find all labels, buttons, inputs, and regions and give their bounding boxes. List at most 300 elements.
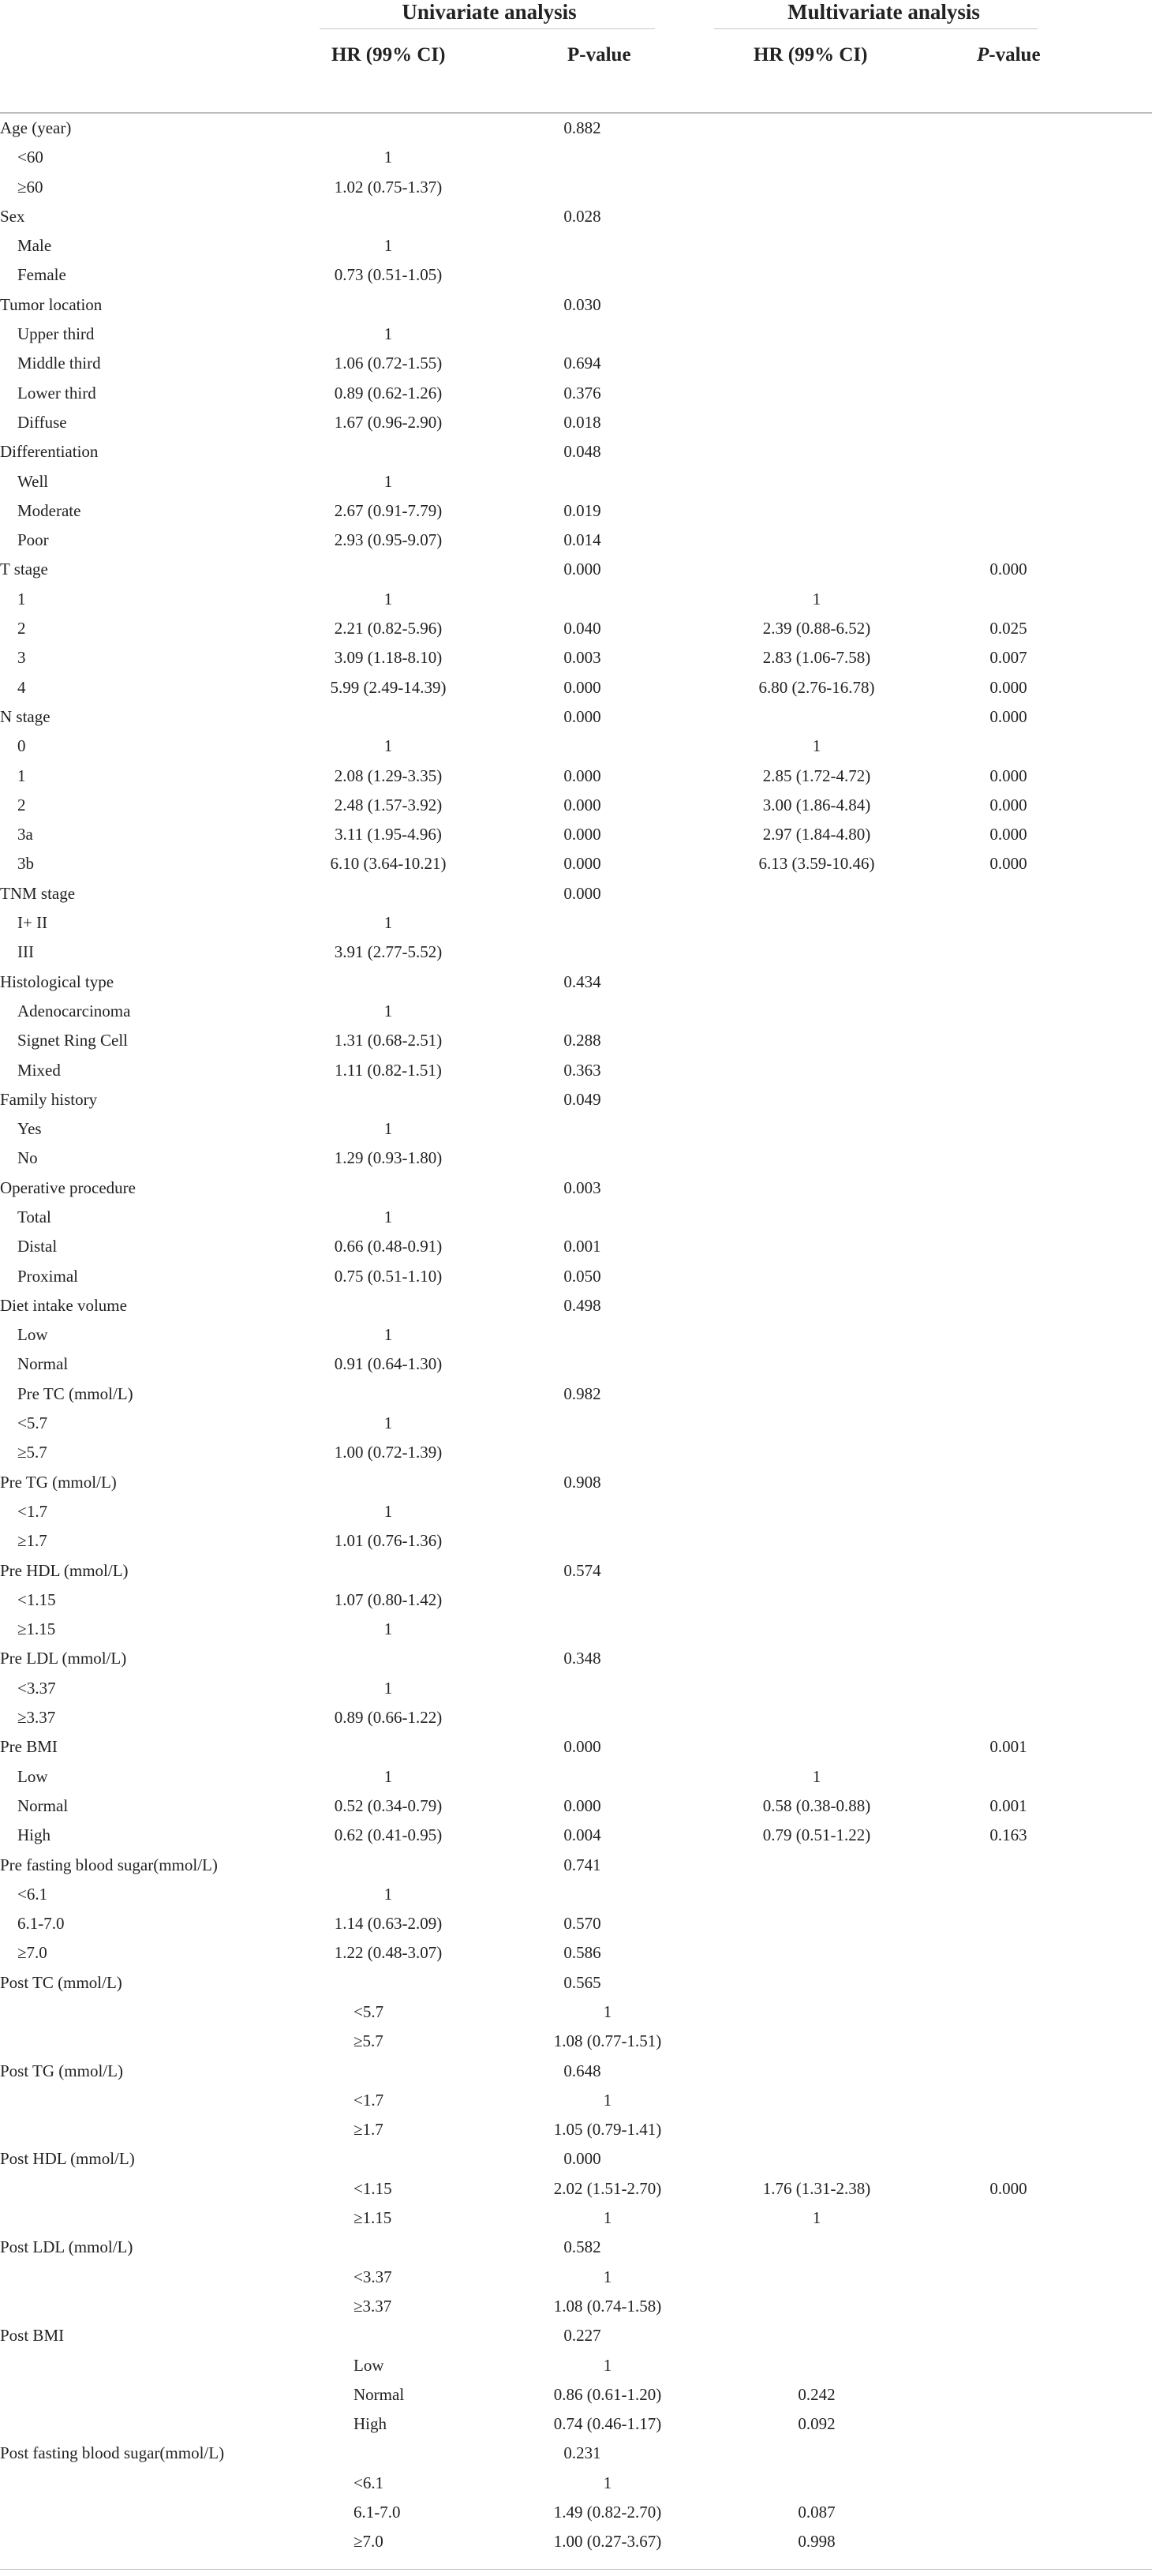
row-label: ≥3.37 (353, 2296, 392, 2316)
p-univariate-cell: 0.049 (563, 1089, 601, 1109)
table-row (0, 2498, 1152, 2527)
table-row (0, 1174, 1152, 1203)
row-label: Female (17, 265, 66, 285)
p-multivariate-header (977, 44, 1041, 66)
row-label: Post fasting blood sugar(mmol/L) (0, 2443, 225, 2463)
row-label: ≥3.37 (17, 1708, 56, 1728)
table-row (0, 1762, 1152, 1792)
row-label: High (17, 1825, 50, 1845)
hr-univariate-cell: 1 (603, 2002, 612, 2021)
row-label: 2 (17, 795, 26, 814)
hr-univariate-cell: 0.73 (0.51-1.05) (334, 265, 443, 285)
row-label: 4 (17, 677, 26, 697)
row-label: ≥5.7 (353, 2031, 383, 2051)
row-label: <3.37 (17, 1678, 56, 1698)
table-row (0, 1085, 1152, 1114)
table-row (0, 2469, 1152, 2498)
hr-univariate-cell: 3.09 (1.18-8.10) (334, 648, 443, 668)
hr-univariate-cell: 0.89 (0.62-1.26) (334, 383, 443, 402)
p-multivariate-cell: 0.007 (989, 648, 1027, 668)
table-row (0, 379, 1152, 408)
multivariate-rule (714, 28, 1038, 29)
table-row (0, 1203, 1152, 1232)
table-bottom-rule (0, 2569, 1152, 2570)
table-row (0, 762, 1152, 791)
row-label: III (17, 942, 34, 962)
hr-multivariate-cell: 1.76 (1.31-2.38) (762, 2178, 871, 2198)
p-univariate-cell: 0.694 (563, 354, 601, 373)
hr-multivariate-cell: 2.85 (1.72-4.72) (762, 766, 871, 785)
row-label: ≥1.7 (17, 1531, 47, 1551)
table-row (0, 2292, 1152, 2321)
table-row (0, 1291, 1152, 1320)
row-label: Pre LDL (mmol/L) (0, 1649, 127, 1668)
table-row (0, 1232, 1152, 1261)
table-row (0, 849, 1152, 878)
table-row (0, 2233, 1152, 2262)
univariate-rule (320, 28, 655, 29)
table-row (0, 496, 1152, 526)
table-row (0, 1674, 1152, 1703)
table-row (0, 820, 1152, 849)
p-univariate-cell: 0.565 (563, 1972, 601, 1992)
table-row (0, 1468, 1152, 1497)
hr-univariate-cell: 3.91 (2.77-5.52) (334, 942, 443, 962)
hr-multivariate-cell: 1 (812, 589, 821, 608)
table-row (0, 2203, 1152, 2233)
hr-univariate-cell: 1.11 (0.82-1.51) (335, 1060, 442, 1080)
table-row (0, 1732, 1152, 1762)
hr-univariate-cell: 0.86 (0.61-1.20) (553, 2384, 662, 2404)
table-row (0, 1792, 1152, 1821)
p-univariate-cell: 0.014 (563, 530, 601, 550)
row-label: Post TG (mmol/L) (0, 2061, 123, 2080)
row-label: Upper third (17, 324, 95, 344)
table-row (0, 2027, 1152, 2056)
table-row (0, 1909, 1152, 1938)
row-label: Family history (0, 1089, 98, 1109)
table-row (0, 791, 1152, 820)
hr-univariate-cell: 5.99 (2.49-14.39) (330, 677, 447, 697)
hr-univariate-header: HR (99% CI) (331, 44, 446, 66)
table-row (0, 1938, 1152, 1968)
table-row (0, 1026, 1152, 1055)
p-univariate-cell: 0.582 (563, 2237, 601, 2257)
hr-multivariate-cell: 2.39 (0.88-6.52) (762, 619, 871, 638)
row-label: Pre TG (mmol/L) (0, 1472, 117, 1492)
p-univariate-cell: 0.000 (563, 677, 601, 697)
row-label: Well (17, 471, 49, 491)
row-label: Histological type (0, 972, 114, 991)
table-row (0, 1114, 1152, 1144)
row-label: Yes (17, 1119, 42, 1139)
row-label: <1.7 (353, 2090, 384, 2110)
table-row (0, 114, 1152, 143)
row-label: Male (17, 236, 52, 256)
table-row (0, 1380, 1152, 1409)
hr-univariate-cell: 1 (383, 1619, 393, 1639)
p-univariate-cell: 0.000 (563, 1737, 601, 1757)
p-univariate-cell: 0.288 (563, 1031, 601, 1050)
p-univariate-cell: 0.570 (563, 1914, 601, 1934)
row-label: Diffuse (17, 412, 67, 432)
table-row (0, 555, 1152, 584)
hr-univariate-cell: 1.00 (0.27-3.67) (553, 2532, 662, 2552)
p-univariate-cell: 0.000 (563, 766, 601, 785)
hr-univariate-cell: 2.08 (1.29-3.35) (334, 766, 443, 785)
p-univariate-cell: 0.586 (563, 1943, 601, 1963)
table-row (0, 1056, 1152, 1085)
table-row (0, 1851, 1152, 1880)
row-label: Differentiation (0, 442, 99, 462)
table-row (0, 231, 1152, 260)
row-label: N stage (0, 706, 50, 726)
hr-multivariate-cell: 2.97 (1.84-4.80) (762, 825, 871, 844)
table-row (0, 673, 1152, 702)
hr-univariate-cell: 1 (383, 736, 393, 756)
table-row (0, 1556, 1152, 1586)
univariate-header: Univariate analysis (402, 0, 577, 24)
hr-multivariate-cell: 0.087 (798, 2503, 836, 2522)
table-row (0, 643, 1152, 672)
hr-univariate-cell: 1.14 (0.63-2.09) (334, 1914, 443, 1934)
table-row (0, 143, 1152, 172)
row-label: Sex (0, 206, 25, 226)
table-row (0, 968, 1152, 997)
p-multivariate-cell: 0.163 (989, 1825, 1027, 1845)
p-univariate-cell: 0.231 (563, 2443, 601, 2463)
hr-univariate-cell: 1.49 (0.82-2.70) (553, 2503, 662, 2522)
row-label: Lower third (17, 383, 96, 402)
hr-multivariate-cell: 3.00 (1.86-4.84) (762, 795, 871, 814)
row-label: <60 (17, 148, 43, 167)
p-univariate-cell: 0.574 (563, 1560, 601, 1580)
hr-univariate-cell: 1 (383, 148, 393, 167)
hr-univariate-cell: 0.91 (0.64-1.30) (334, 1354, 443, 1374)
table-row (0, 320, 1152, 349)
p-italic: P (977, 44, 989, 66)
p-multivariate-cell: 0.000 (989, 560, 1027, 579)
p-multivariate-cell: 0.000 (989, 706, 1027, 726)
p-univariate-cell: 0.030 (563, 294, 601, 314)
row-label: ≥1.15 (353, 2208, 392, 2228)
table-row (0, 1409, 1152, 1438)
row-label: Signet Ring Cell (17, 1031, 129, 1050)
table-row (0, 1438, 1152, 1467)
hr-univariate-cell: 1 (383, 1001, 393, 1020)
row-label: Proximal (17, 1266, 78, 1286)
hr-univariate-cell: 1 (383, 1884, 393, 1904)
table-row (0, 290, 1152, 320)
row-label: Normal (17, 1795, 69, 1815)
table-row (0, 1644, 1152, 1673)
hr-univariate-cell: 1.08 (0.77-1.51) (553, 2031, 662, 2051)
hr-univariate-cell: 1.29 (0.93-1.80) (334, 1148, 443, 1168)
row-label: 3 (17, 648, 26, 668)
table-row (0, 2380, 1152, 2409)
p-univariate-cell: 0.019 (563, 500, 601, 520)
hr-univariate-cell: 2.67 (0.91-7.79) (334, 500, 443, 520)
row-label: Total (17, 1207, 51, 1226)
hr-univariate-cell: 1 (383, 1325, 393, 1345)
table-row (0, 1497, 1152, 1526)
row-label: TNM stage (0, 883, 76, 903)
row-label: Post TC (mmol/L) (0, 1972, 122, 1992)
hr-univariate-cell: 1 (383, 1766, 393, 1786)
row-label: 6.1-7.0 (353, 2503, 401, 2522)
p-univariate-cell: 0.028 (563, 206, 601, 226)
p-multivariate-cell: 0.000 (989, 677, 1027, 697)
table-row (0, 908, 1152, 938)
p-univariate-cell: 0.050 (563, 1266, 601, 1286)
table-row (0, 1703, 1152, 1732)
p-univariate-cell: 0.741 (563, 1855, 601, 1874)
p-univariate-cell: 0.648 (563, 2061, 601, 2080)
table-row (0, 997, 1152, 1026)
row-label: Pre HDL (mmol/L) (0, 1560, 129, 1580)
hr-univariate-cell: 0.75 (0.51-1.10) (334, 1266, 443, 1286)
table-row (0, 585, 1152, 614)
p-multivariate-cell: 0.001 (989, 1795, 1027, 1815)
row-label: Tumor location (0, 294, 103, 314)
table-row (0, 1350, 1152, 1379)
row-label: ≥1.15 (17, 1619, 56, 1639)
hr-multivariate-cell: 2.83 (1.06-7.58) (762, 648, 871, 668)
p-univariate-cell: 0.348 (563, 1649, 601, 1668)
table-row (0, 2086, 1152, 2115)
table-row (0, 2115, 1152, 2144)
row-label: Poor (17, 530, 49, 550)
p-univariate-cell: 0.363 (563, 1060, 601, 1080)
row-label: Pre TC (mmol/L) (17, 1383, 133, 1403)
table-row (0, 702, 1152, 732)
hr-multivariate-cell: 0.79 (0.51-1.22) (762, 1825, 871, 1845)
row-label: ≥7.0 (17, 1943, 47, 1963)
hr-univariate-cell: 0.62 (0.41-0.95) (334, 1825, 443, 1845)
row-label: 2 (17, 619, 26, 638)
p-univariate-cell: 0.003 (563, 1178, 601, 1197)
hr-univariate-cell: 3.11 (1.95-4.96) (335, 825, 442, 844)
hr-univariate-cell: 1.67 (0.96-2.90) (334, 412, 443, 432)
hr-multivariate-cell: 1 (812, 2208, 821, 2228)
table-body (0, 114, 1152, 2557)
row-label: <6.1 (17, 1884, 48, 1904)
p-univariate-header: P-value (567, 44, 631, 66)
row-label: Moderate (17, 500, 81, 520)
p-univariate-cell: 0.000 (563, 795, 601, 814)
hr-univariate-cell: 6.10 (3.64-10.21) (330, 854, 447, 874)
hr-univariate-cell: 2.93 (0.95-9.07) (334, 530, 443, 550)
hr-univariate-cell: 1 (603, 2090, 612, 2110)
table-row (0, 1880, 1152, 1909)
row-label: ≥5.7 (17, 1443, 47, 1462)
row-label: ≥7.0 (353, 2532, 383, 2552)
p-univariate-cell: 0.376 (563, 383, 601, 402)
p-univariate-cell: 0.000 (563, 706, 601, 726)
p-multivariate-cell: 0.000 (989, 854, 1027, 874)
hr-univariate-cell: 1 (383, 1207, 393, 1226)
row-label: Mixed (17, 1060, 61, 1080)
row-label: Pre fasting blood sugar(mmol/L) (0, 1855, 218, 1874)
hr-univariate-cell: 1.06 (0.72-1.55) (334, 354, 443, 373)
hr-univariate-cell: 2.02 (1.51-2.70) (553, 2178, 662, 2198)
p-univariate-cell: 0.003 (563, 648, 601, 668)
row-label: <1.15 (17, 1589, 56, 1609)
hr-univariate-cell: 1 (603, 2473, 612, 2492)
row-label: <1.7 (17, 1501, 48, 1521)
row-label: Distal (17, 1237, 58, 1256)
hr-univariate-cell: 1 (383, 236, 393, 256)
hr-multivariate-cell: 1 (812, 736, 821, 756)
hr-univariate-cell: 1.08 (0.74-1.58) (553, 2296, 662, 2316)
table-row (0, 2527, 1152, 2556)
row-label: Diet intake volume (0, 1295, 127, 1315)
hr-univariate-cell: 1.01 (0.76-1.36) (334, 1531, 443, 1551)
p-multivariate-cell: 0.000 (989, 825, 1027, 844)
table-row (0, 2144, 1152, 2174)
row-label: 3b (17, 854, 34, 874)
hr-univariate-cell: 1.07 (0.80-1.42) (334, 1589, 443, 1609)
row-label: 3a (17, 825, 33, 844)
hr-univariate-cell: 1 (603, 2208, 612, 2228)
hr-univariate-cell: 1 (383, 1501, 393, 1521)
table-row (0, 2439, 1152, 2468)
row-label: <1.15 (353, 2178, 392, 2198)
p-univariate-cell: 0.001 (563, 1237, 601, 1256)
row-label: Middle third (17, 354, 101, 373)
hr-multivariate-cell: 0.58 (0.38-0.88) (762, 1795, 871, 1815)
table-row (0, 202, 1152, 231)
p-univariate-cell: 0.882 (563, 118, 601, 137)
hr-univariate-cell: 1 (383, 1678, 393, 1698)
hr-multivariate-cell: 1 (812, 1766, 821, 1786)
row-label: Low (17, 1325, 48, 1345)
row-label: T stage (0, 560, 48, 579)
table-row (0, 1526, 1152, 1556)
row-label: <5.7 (17, 1413, 48, 1433)
table-row (0, 2321, 1152, 2350)
p-multivariate-cell: 0.000 (989, 795, 1027, 814)
p-univariate-cell: 0.908 (563, 1472, 601, 1492)
p-univariate-cell: 0.000 (563, 883, 601, 903)
row-label: Operative procedure (0, 1178, 136, 1197)
hr-univariate-cell: 1 (603, 2355, 612, 2375)
p-univariate-cell: 0.048 (563, 442, 601, 462)
row-label: 6.1-7.0 (17, 1914, 65, 1934)
row-label: Post HDL (mmol/L) (0, 2149, 135, 2169)
table-row (0, 879, 1152, 908)
p-univariate-cell: 0.000 (563, 854, 601, 874)
p-univariate-cell: 0.000 (563, 560, 601, 579)
row-label: ≥60 (17, 177, 43, 197)
hr-multivariate-cell: 0.998 (798, 2532, 836, 2552)
hr-univariate-cell: 1 (383, 471, 393, 491)
p-univariate-cell: 0.000 (563, 825, 601, 844)
p-univariate-cell: 0.004 (563, 1825, 601, 1845)
row-label: Post BMI (0, 2326, 65, 2346)
hr-univariate-cell: 1.05 (0.79-1.41) (553, 2120, 662, 2140)
p-multivariate-cell: 0.000 (989, 766, 1027, 785)
table-row (0, 1821, 1152, 1850)
table-row (0, 1998, 1152, 2027)
row-label: 1 (17, 589, 26, 608)
row-label: <5.7 (353, 2002, 384, 2021)
table-row (0, 2351, 1152, 2380)
table-row (0, 526, 1152, 555)
row-label: Age (year) (0, 118, 72, 137)
p-univariate-cell: 0.000 (563, 1795, 601, 1815)
p-multivariate-cell: 0.000 (989, 2178, 1027, 2198)
row-label: <6.1 (353, 2473, 384, 2492)
hr-univariate-cell: 1 (383, 1119, 393, 1139)
hr-multivariate-cell: 6.80 (2.76-16.78) (758, 677, 875, 697)
p-suffix: -value (989, 44, 1041, 66)
row-label: Post LDL (mmol/L) (0, 2237, 133, 2257)
row-label: <3.37 (353, 2267, 392, 2286)
table-row (0, 2174, 1152, 2203)
hr-univariate-cell: 1 (603, 2267, 612, 2286)
p-univariate-cell: 0.227 (563, 2326, 601, 2346)
table-row (0, 732, 1152, 761)
hr-univariate-cell: 1 (383, 1413, 393, 1433)
table-row (0, 173, 1152, 202)
hr-univariate-cell: 2.48 (1.57-3.92) (334, 795, 443, 814)
row-label: I+ II (17, 913, 48, 933)
row-label: No (17, 1148, 38, 1168)
table-row (0, 1144, 1152, 1173)
p-univariate-cell: 0.040 (563, 619, 601, 638)
row-label: 0 (17, 736, 26, 756)
hr-multivariate-header: HR (99% CI) (754, 44, 868, 66)
multivariate-header: Multivariate analysis (787, 0, 980, 24)
hr-multivariate-cell: 0.242 (798, 2384, 836, 2404)
hr-multivariate-cell: 6.13 (3.59-10.46) (758, 854, 875, 874)
hr-multivariate-cell: 0.092 (798, 2414, 836, 2434)
hr-univariate-cell: 1.31 (0.68-2.51) (334, 1031, 443, 1050)
table-row (0, 938, 1152, 967)
table-row (0, 260, 1152, 290)
p-multivariate-cell: 0.001 (989, 1737, 1027, 1757)
row-label: Adenocarcinoma (17, 1001, 131, 1020)
hr-univariate-cell: 2.21 (0.82-5.96) (334, 619, 443, 638)
table-row (0, 1615, 1152, 1644)
row-label: Normal (353, 2384, 405, 2404)
table-row (0, 349, 1152, 378)
p-univariate-cell: 0.498 (563, 1295, 601, 1315)
table-row (0, 1968, 1152, 1998)
table-row (0, 1320, 1152, 1350)
table-row (0, 614, 1152, 643)
row-label: Low (353, 2355, 384, 2375)
p-univariate-cell: 0.434 (563, 972, 601, 991)
row-label: 1 (17, 766, 26, 785)
hr-univariate-cell: 0.66 (0.48-0.91) (334, 1237, 443, 1256)
table-row (0, 2057, 1152, 2086)
p-univariate-cell: 0.018 (563, 412, 601, 432)
hr-univariate-cell: 1.02 (0.75-1.37) (334, 177, 443, 197)
table-row (0, 467, 1152, 496)
table-row (0, 1586, 1152, 1615)
hr-univariate-cell: 1.22 (0.48-3.07) (334, 1943, 443, 1963)
row-label: Pre BMI (0, 1737, 58, 1757)
table-row (0, 1262, 1152, 1291)
table-row (0, 2409, 1152, 2439)
row-label: Normal (17, 1354, 69, 1374)
hr-univariate-cell: 0.74 (0.46-1.17) (553, 2414, 662, 2434)
hr-univariate-cell: 1 (383, 589, 393, 608)
p-univariate-cell: 0.982 (563, 1383, 601, 1403)
hr-univariate-cell: 1 (383, 913, 393, 933)
